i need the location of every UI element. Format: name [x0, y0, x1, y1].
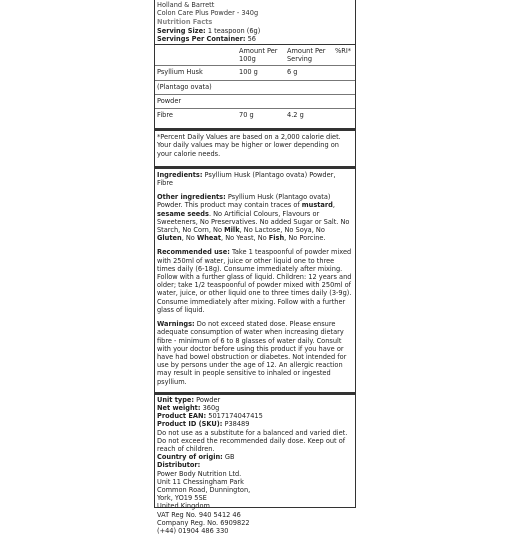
distributor-line: Company Reg. No. 6909822 — [157, 518, 250, 527]
nutrition-facts-title: Nutrition Facts — [157, 18, 213, 27]
net-weight: Net weight: 360g — [157, 403, 220, 412]
other-ingredients: Other ingredients: Psyllium Husk (Plantago ovata) Powder. This product may contain traces of mustard, sesame seeds. No Artificial Colours, Flavours or Sweeteners, No Preservatives. No added Sugar or Salt. No Starch, No Corn, No Milk, No Lactose, No Soya, No Gluten, No Wheat, No Yeast, No Fish, No Porcine. — [157, 193, 350, 243]
distributor-label: Distributor: — [157, 461, 201, 470]
table-row: Powder — [155, 94, 355, 108]
table-row: (Plantago ovata) — [155, 80, 355, 94]
nutrition-table-header — [155, 45, 355, 66]
nutrition-label — [154, 0, 356, 535]
distributor-line: Common Road, Dunnington, — [157, 485, 251, 494]
table-row: Psyllium Husk 100 g 6 g — [155, 66, 355, 80]
ingredients-section — [155, 169, 355, 390]
product-name: Colon Care Plus Powder - 340g — [157, 9, 259, 18]
product-sku: Product ID (SKU): P38489 — [157, 420, 250, 429]
distributor-line: Unit 11 Chessingham Park — [157, 477, 244, 486]
recommended-use: Recommended use: Take 1 teaspoonful of powder mixed with 250ml of water, juice or other liquid one to three times daily (6-18g). Consume immediately after mixing. Follow with a further glass of liquid. Children: 12 years and older; take 1/2 teaspoonful of powder mixed with 250ml of water, juice, or other liquid one to three times daily (3-9g). Consume immediately after mixing. Follow with a further glass of liquid. — [157, 248, 352, 314]
brand-name: Holland & Barrett — [157, 1, 215, 9]
product-details — [155, 395, 355, 539]
col-ri: %RI* — [335, 47, 352, 56]
distributor-line: VAT Reg No. 940 5412 46 — [157, 510, 241, 519]
distributor-line: Power Body Nutrition Ltd. — [157, 469, 242, 478]
distributor-line: United Kingdom — [157, 502, 210, 511]
table-row: Fibre 70 g 4.2 g — [155, 109, 355, 123]
usage-advice: Do not use as a substitute for a balanced and varied diet. Do not exceed the recommended daily dose. Keep out of reach of children. — [157, 428, 348, 453]
servings-per-container: Servings Per Container: 56 — [157, 34, 256, 43]
country-of-origin: Country of origin: GB — [157, 453, 235, 462]
serving-size: Serving Size: 1 teaspoon (6g) — [157, 26, 261, 35]
ingredients: Ingredients: Psyllium Husk (Plantago ovata) Powder, Fibre — [157, 170, 336, 188]
col-per-100g: Amount Per 100g — [239, 47, 278, 64]
warnings: Warnings: Do not exceed stated dose. Please ensure adequate consumption of water when increasing dietary fibre - minimum of 6 to 8 glasses of water daily. Consult with your doctor before using this product if you have or have had bowel obstruction or diabetes. Not intended for use by persons under the age of 12. An allergic reaction may result in people sensitive to inhaled or ingested psyllium. — [157, 320, 347, 386]
unit-type: Unit type: Powder — [157, 395, 221, 404]
daily-values-note: *Percent Daily Values are based on a 2,000 calorie diet. Your daily values may be higher or lower depending on your calorie needs. — [157, 133, 341, 158]
distributor-line: York, YO19 5SE — [157, 494, 207, 503]
product-ean: Product EAN: 5017174047415 — [157, 412, 263, 421]
col-per-serving: Amount Per Serving — [287, 47, 326, 64]
label-header — [155, 0, 355, 43]
nutrition-table — [155, 45, 355, 122]
distributor-line: (+44) 01904 486 330 — [157, 526, 229, 535]
